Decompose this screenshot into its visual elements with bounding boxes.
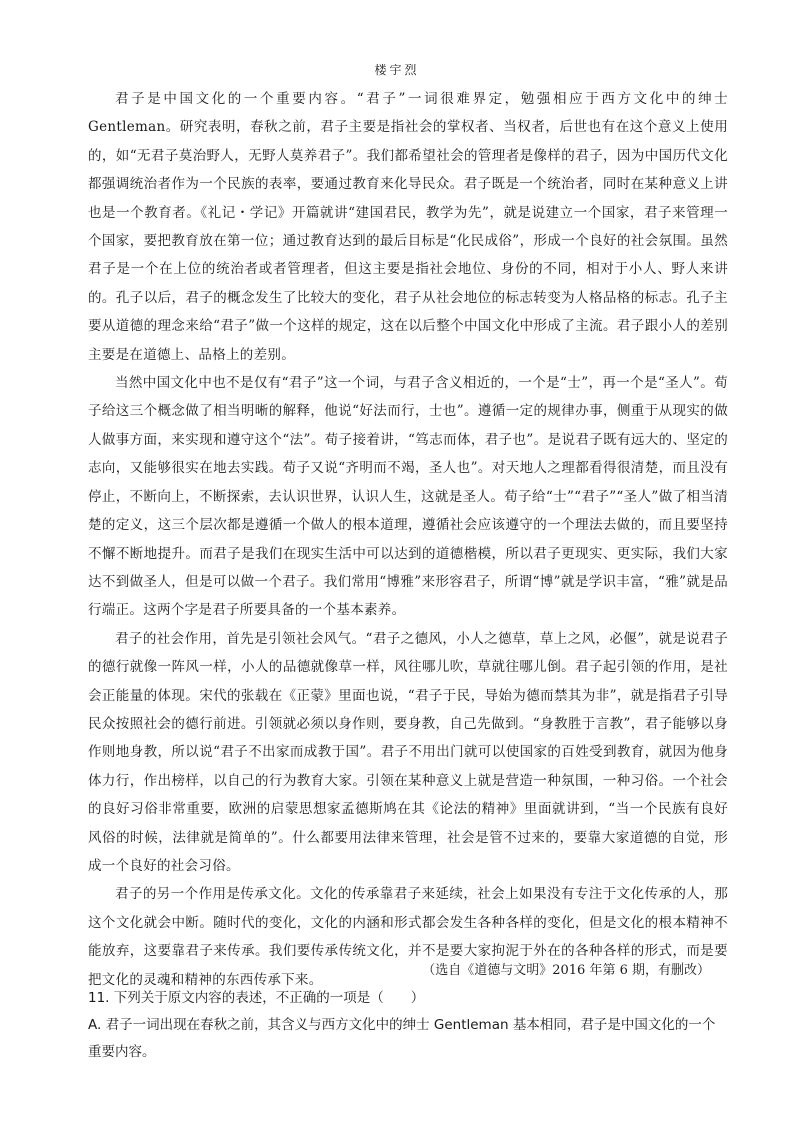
article-paragraph-1: 君子是中国文化的一个重要内容。“君子”一词很难界定，勉强相应于西方文化中的绅士 Gentleman。研究表明，春秋之前，君子主要是指社会的掌权者、当权者，后世也有在这个意义上使用的，如“无君子莫治野人，无野人莫养君子”。我们都希望社会的管理者是像样的君子，因为中国历代文化都强调统治者作为一个民族的表率，要通过教育来化导民众。君子既是一个统治者，同时在某种意义上讲也是一个教育者。《礼记・学记》开篇就讲“建国君民，教学为先”，就是说建立一个国家，君子来管理一个国家，要把教育放在第一位；通过教育达到的最后目标是“化民成俗”，形成一个良好的社会氛围。虽然君子是一个在上位的统治者或者管理者，但这主要是指社会地位、身份的不同，相对于小人、野人来讲的。孔子以后，君子的概念发生了比较大的变化，君子从社会地位的标志转变为人格品格的标志。孔子主要从道德的理念来给“君子”做一个这样的规定，这在以后整个中国文化中形成了主流。君子跟小人的差别主要是在道德上、品格上的差别。: [88, 91, 728, 363]
article-paragraph-2: 当然中国文化中也不是仅有“君子”这一个词，与君子含义相近的，一个是“士”，再一个是“圣人”。荀子给这三个概念做了相当明晰的解释，他说“好法而行，士也”。遵循一定的规律办事，侧重于从现实的做人做事方面，来实现和遵守这个“法”。荀子接着讲，“笃志而体，君子也”。是说君子既有远大的、坚定的志向，又能够很实在地去实践。荀子又说“齐明而不竭，圣人也”。对天地人之理都看得很清楚，而且没有停止，不断向上，不断探索，去认识世界，认识人生，这就是圣人。荀子给“士”“君子”“圣人”做了相当清楚的定义，这三个层次都是遵循一个做人的根本道理，遵循社会应该遵守的一个理法去做的，而且要坚持不懈不断地提升。而君子是我们在现实生活中可以达到的道德楷模，所以君子更现实、更实际，我们大家达不到做圣人，但是可以做一个君子。我们常用“博雅”来形容君子，所谓“博”就是学识丰富，“雅”就是品行端正。这两个字是君子所要具备的一个基本素养。: [88, 375, 728, 619]
question-block: [88, 985, 728, 1066]
article-author: 楼宇烈: [374, 63, 420, 77]
question-option-a: A. 君子一词出现在春秋之前，其含义与西方文化中的绅士 Gentleman 基本相同，君子是中国文化的一个重要内容。: [88, 1017, 716, 1060]
article-source: （选自《道德与文明》2016 年第 6 期，有删改）: [422, 963, 710, 978]
article-paragraph-3: 君子的社会作用，首先是引领社会风气。“君子之德风，小人之德草，草上之风，必偃”，就是说君子的德行就像一阵风一样，小人的品德就像草一样，风往哪儿吹，草就往哪儿倒。君子起引领的作用，是社会正能量的体现。宋代的张载在《正蒙》里面也说，“君子于民，导始为德而禁其为非”，就是指君子引导民众按照社会的德行前进。引领就必须以身作则，要身教，自己先做到。“身教胜于言教”，君子能够以身作则地身教，所以说“君子不出家而成教于国”。君子不用出门就可以使国家的百姓受到教育，就因为他身体力行，作出榜样，以自己的行为教育大家。引领在某种意义上就是营造一种氛围，一种习俗。一个社会的良好习俗非常重要，欧洲的启蒙思想家孟德斯鸠在其《论法的精神》里面就讲到，“当一个民族有良好风俗的时候，法律就是简单的”。什么都要用法律来管理，社会是管不过来的，要靠大家道德的自觉，形成一个良好的社会习俗。: [88, 630, 728, 874]
article-body: [88, 85, 728, 994]
article-paragraph-4: 君子的另一个作用是传承文化。文化的传承靠君子来延续，社会上如果没有专注于文化传承的人，那这个文化就会中断。随时代的变化，文化的内涵和形式都会发生各种各样的变化，但是文化的根本精神不能放弃，这要靠君子来传承。我们要传承传统文化，并不是要大家拘泥于外在的各种各样的形式，而是要把文化的灵魂和精神的东西传承下来。: [88, 886, 728, 988]
question-stem: 11. 下列关于原文内容的表述，不正确的一项是（ ）: [88, 990, 425, 1006]
